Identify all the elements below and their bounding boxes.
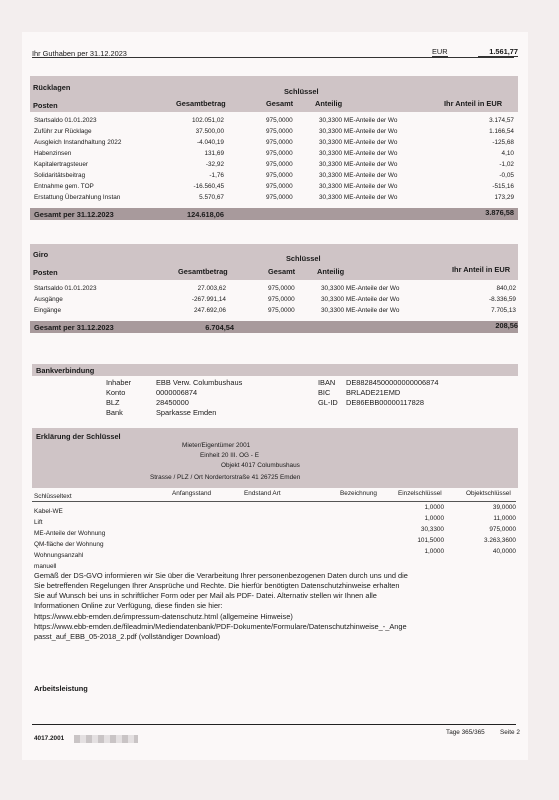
row-gesamt: 975,0000 [266,161,293,168]
row-gesamtbetrag: 5.570,67 [199,194,224,201]
table-row [34,193,514,204]
schluessel-col-objekt: Objektschlüssel [466,490,511,497]
bank-header-band [32,364,518,376]
row-posten: Kapitalertragsteuer [34,161,88,168]
ruecklagen-schluessel-label: Schlüssel [284,87,319,96]
row-gesamt: 975,0000 [266,172,293,179]
bank-bic-label: BIC [318,388,331,397]
row-gesamt: 975,0000 [268,296,295,303]
table-row [34,127,514,138]
schluessel-row-einzel: 1,0000 [424,548,444,555]
row-posten: Startsaldo 01.01.2023 [34,285,97,292]
bank-glid-label: GL-ID [318,398,338,407]
schluessel-strasse: Strasse / PLZ / Ort Nordertorstraße 41 26725 Emden [150,474,301,481]
row-ihr-anteil: 1.166,54 [489,128,514,135]
table-row [34,171,514,182]
row-ihr-anteil: -1,02 [499,161,514,168]
row-posten: Solidaritätsbeitrag [34,172,86,179]
document-page [22,32,528,760]
redacted-block [74,735,138,743]
row-gesamtbetrag: -4.040,19 [196,139,224,146]
schluessel-row-text: QM-fläche der Wohnung [34,541,104,548]
giro-schluessel-label: Schlüssel [286,254,321,263]
dsgvo-link-general[interactable]: https://www.ebb-emden.de/impressum-datenschutz.html (allgemeine Hinweise) [34,612,293,621]
ruecklagen-total-amount: 124.618,06 [187,210,224,219]
row-gesamtbetrag: -267.991,14 [191,296,226,303]
schluessel-row-einzel: 101,5000 [417,537,444,544]
table-row [34,182,514,193]
row-gesamtbetrag: 27.003,62 [197,285,226,292]
dsgvo-line: Sie auf Wunsch bei uns in schriftlicher Form oder per Mail als PDF- Datei. Alternativ stellen wir Ihnen alle [34,591,377,600]
table-row [34,149,514,160]
table-row [34,284,514,295]
row-gesamtbetrag: -16.560,45 [193,183,224,190]
schluessel-header-rule [32,501,516,502]
row-gesamt: 975,0000 [266,194,293,201]
schluessel-objekt: Objekt 4017 Columbushaus [221,462,300,469]
bank-inhaber: EBB Verw. Columbushaus [156,378,243,387]
schluessel-col-einzel: Einzelschlüssel [398,490,442,497]
row-ihr-anteil: -515,16 [492,183,514,190]
row-posten: Zuführ zur Rücklage [34,128,92,135]
footer-tage: Tage 365/365 [446,729,485,736]
row-gesamtbetrag: 247.692,06 [194,307,226,314]
bank-title: Bankverbindung [36,366,95,375]
ruecklagen-col-posten: Posten [33,101,58,110]
bank-bank: Sparkasse Emden [156,408,217,417]
bank-blz-label: BLZ [106,398,120,407]
ruecklagen-col-gesamt: Gesamt [266,99,294,108]
row-gesamtbetrag: 37.500,00 [195,128,224,135]
giro-total-share: 208,56 [495,321,518,330]
table-row [34,306,514,317]
giro-col-anteilig: Anteilig [317,267,345,276]
row-posten: Startsaldo 01.01.2023 [34,117,97,124]
dsgvo-link-pdf-cont[interactable]: passt_auf_EBB_05-2018_2.pdf (vollständiger Download) [34,632,221,641]
row-anteilig: 30,3300 ME-Anteile der Wo [319,161,398,168]
guthaben-label: Ihr Guthaben per 31.12.2023 [32,49,127,58]
ruecklagen-total-label: Gesamt per 31.12.2023 [34,210,114,219]
giro-total-label: Gesamt per 31.12.2023 [34,323,114,332]
dsgvo-line: Sie betreffenden Regelungen Ihrer Ansprüche und Rechte. Die hierfür benötigten Datenschutzhinweise erhalten [34,581,400,590]
schluessel-row-objekt: 11,0000 [493,515,516,522]
row-anteilig: 30,3300 ME-Anteile der Wo [319,117,398,124]
row-anteilig: 30,3300 ME-Anteile der Wo [319,194,398,201]
schluessel-row-objekt: 39,0000 [492,504,516,511]
row-ihr-anteil: 3.174,57 [489,117,514,124]
schluessel-col-bezeichnung: Bezeichnung [340,490,377,497]
giro-col-posten: Posten [33,268,58,277]
schluessel-row-text: Wohnungsanzahl [34,552,84,559]
giro-col-gesamtbetrag: Gesamtbetrag [178,267,228,276]
row-gesamt: 975,0000 [266,139,293,146]
schluessel-row-einzel: 30,3300 [420,526,444,533]
schluessel-row-text: Lift [34,519,43,526]
giro-total-amount: 6.704,54 [205,323,234,332]
row-ihr-anteil: 840,02 [496,285,516,292]
bank-iban: DE88284500000000006874 [346,378,439,387]
schluessel-col-anfangsstand: Anfangsstand [172,490,212,497]
dsgvo-line: Gemäß der DS-GVO informieren wir Sie über die Verarbeitung Ihrer personenbezogenen Daten durch uns und die [34,571,408,580]
schluessel-row-text: ME-Anteile der Wohnung [34,530,106,537]
row-gesamtbetrag: 131,69 [204,150,224,157]
row-posten: Ausgleich Instandhaltung 2022 [34,139,122,146]
row-anteilig: 30,3300 ME-Anteile der Wo [319,150,398,157]
schluessel-manuell: manuell [34,563,57,570]
dsgvo-link-pdf[interactable]: https://www.ebb-emden.de/fileadmin/Mediendatenbank/PDF-Dokumente/Formulare/Datenschutzhinweise_-_Ange [34,622,407,631]
schluessel-col-endstand: Endstand Art [244,490,281,497]
row-gesamt: 975,0000 [266,117,293,124]
row-gesamt: 975,0000 [266,150,293,157]
row-anteilig: 30,3300 ME-Anteile der Wo [321,307,400,314]
bank-konto-label: Konto [106,388,126,397]
row-anteilig: 30,3300 ME-Anteile der Wo [319,139,398,146]
row-gesamtbetrag: 102.051,02 [192,117,224,124]
row-ihr-anteil: 173,29 [494,194,514,201]
table-row [34,295,514,306]
schluessel-row-objekt: 40,0000 [492,548,516,555]
row-gesamt: 975,0000 [268,307,295,314]
row-ihr-anteil: -125,68 [492,139,514,146]
ruecklagen-title: Rücklagen [33,83,71,92]
row-gesamt: 975,0000 [268,285,295,292]
giro-title: Giro [33,250,49,259]
row-posten: Eingänge [34,307,62,314]
row-anteilig: 30,3300 ME-Anteile der Wo [319,172,398,179]
bank-bic: BRLADE21EMD [346,388,401,397]
guthaben-currency: EUR [432,47,448,56]
row-gesamt: 975,0000 [266,128,293,135]
row-posten: Ausgänge [34,296,63,303]
schluessel-row-objekt: 3.263,3600 [484,537,516,544]
giro-col-gesamt: Gesamt [268,267,296,276]
bank-inhaber-label: Inhaber [106,378,132,387]
footer-rule [32,724,516,725]
guthaben-amount: 1.561,77 [478,47,518,57]
giro-col-ihr-anteil: Ihr Anteil in EUR [452,265,511,274]
ruecklagen-col-ihr-anteil: Ihr Anteil in EUR [444,99,503,108]
row-ihr-anteil: 4,10 [501,150,514,157]
row-posten: Entnahme gem. TOP [34,183,94,190]
ruecklagen-col-anteilig: Anteilig [315,99,343,108]
table-row [34,116,514,127]
schluessel-row-einzel: 1,0000 [424,515,444,522]
bank-glid: DE86EBB00000117828 [346,398,424,407]
ruecklagen-col-gesamtbetrag: Gesamtbetrag [176,99,226,108]
footer-seite: Seite 2 [500,729,520,736]
bank-blz: 28450000 [156,398,189,407]
ruecklagen-total-share: 3.876,58 [485,208,514,217]
row-gesamt: 975,0000 [266,183,293,190]
row-gesamtbetrag: -1,76 [209,172,224,179]
bank-konto: 0000006874 [156,388,198,397]
arbeitsleistung-heading: Arbeitsleistung [34,684,88,693]
row-posten: Erstattung Überzahlung Instan [34,194,121,201]
schluessel-col-text: Schlüsseltext [34,493,72,500]
schluessel-mieter: Mieter/Eigentümer 2001 [182,442,251,449]
row-anteilig: 30,3300 ME-Anteile der Wo [319,183,398,190]
schluessel-row-einzel: 1,0000 [424,504,444,511]
footer-id: 4017.2001 [34,735,65,742]
schluessel-title: Erklärung der Schlüssel [36,432,121,441]
table-row [34,138,514,149]
bank-iban-label: IBAN [318,378,336,387]
row-anteilig: 30,3300 ME-Anteile der Wo [321,285,400,292]
dsgvo-line: Informationen Online zur Verfügung, diese finden sie hier: [34,601,223,610]
schluessel-row-objekt: 975,0000 [489,526,516,533]
row-ihr-anteil: 7.705,13 [491,307,516,314]
schluessel-row-text: Kabel-WE [34,508,63,515]
row-anteilig: 30,3300 ME-Anteile der Wo [321,296,400,303]
row-anteilig: 30,3300 ME-Anteile der Wo [319,128,398,135]
row-gesamtbetrag: -32,92 [205,161,224,168]
bank-bank-label: Bank [106,408,123,417]
schluessel-einheit: Einheit 20 III. OG - E [200,452,259,459]
table-row [34,160,514,171]
row-posten: Habenzinsen [34,150,72,157]
row-ihr-anteil: -0,05 [499,172,514,179]
row-ihr-anteil: -8.336,59 [488,296,516,303]
